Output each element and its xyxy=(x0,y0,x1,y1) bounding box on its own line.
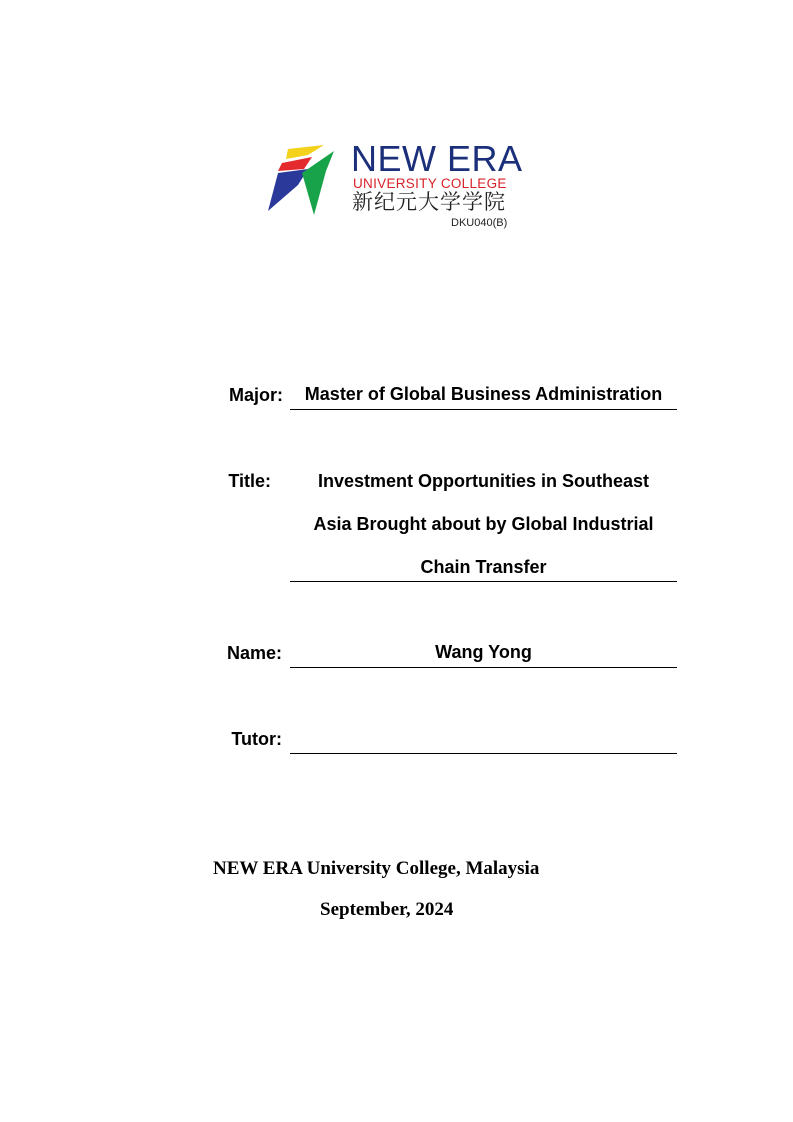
logo-code: DKU040(B) xyxy=(451,217,508,229)
name-field xyxy=(290,641,677,668)
major-field xyxy=(290,383,677,410)
logo-chinese-name: 新纪元大学学院 xyxy=(352,191,506,214)
institution-line: NEW ERA University College, Malaysia xyxy=(213,858,540,879)
major-label: Major: xyxy=(229,385,283,405)
name-value: Wang Yong xyxy=(435,642,532,662)
title-label: Title: xyxy=(228,471,271,491)
logo-name: NEW ERA xyxy=(351,138,523,179)
logo-emblem-icon xyxy=(268,145,348,217)
tutor-field xyxy=(290,727,677,754)
date-line: September, 2024 xyxy=(320,899,454,920)
title-line: Asia Brought about by Global Industrial xyxy=(313,514,654,534)
university-logo xyxy=(268,138,528,235)
title-field xyxy=(290,468,677,582)
tutor-label: Tutor: xyxy=(231,729,282,749)
title-line: Chain Transfer xyxy=(420,557,547,577)
name-label: Name: xyxy=(226,643,282,663)
major-value: Master of Global Business Administration xyxy=(304,384,663,404)
title-line: Investment Opportunities in Southeast xyxy=(317,471,650,491)
logo-subtitle: UNIVERSITY COLLEGE xyxy=(353,176,507,191)
